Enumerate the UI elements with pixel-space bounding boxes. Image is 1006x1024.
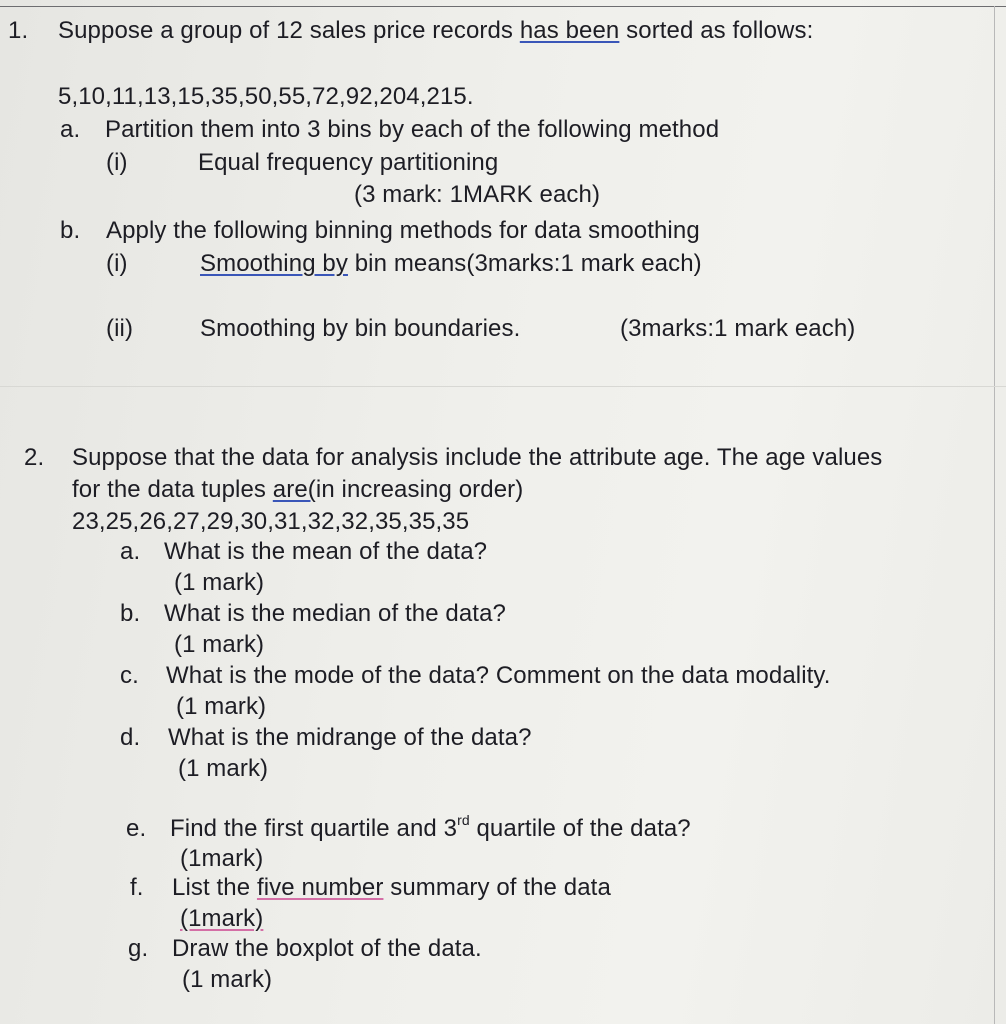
q1-b-text: Apply the following binning methods for data smoothing [106,217,700,244]
q2-stem-line1: Suppose that the data for analysis include the attribute age. The age values [72,444,883,471]
q2-a-text: What is the mean of the data? [164,538,488,565]
q1-b-i-underlined: Smoothing by [200,250,348,277]
q2-f-text-before: List the [172,874,257,901]
q2-e-text-after: quartile of the data? [469,815,691,842]
q1-a-marks: (3 mark: 1MARK each) [354,181,601,208]
q2-stem-line2 [72,475,523,505]
q2-c-text: What is the mode of the data? Comment on the data modality. [166,662,831,689]
q2-f-marks [180,904,263,934]
q1-a-i-num: (i) [106,149,128,176]
q1-stem-after: sorted as follows: [619,17,814,44]
q1-stem-underlined: has been [519,17,620,44]
section-divider [0,386,1006,387]
q1-b-i-text [200,249,702,279]
q2-stem-line2-before: for the data tuples [72,476,273,503]
q2-e-letter: e. [126,815,147,842]
q2-g-marks: (1 mark) [182,966,273,993]
q2-a-letter: a. [120,538,141,565]
q2-c-letter: c. [120,662,139,689]
q2-e-superscript: rd [457,812,470,828]
q2-d-letter: d. [120,724,141,751]
q2-c-marks: (1 mark) [176,693,267,720]
q2-b-text: What is the median of the data? [164,600,506,627]
right-margin-line [994,6,995,1024]
q2-b-letter: b. [120,600,141,627]
q2-f-letter: f. [130,874,144,901]
q1-a-text: Partition them into 3 bins by each of the following method [105,116,720,143]
q2-f-marks-text: (1mark) [180,905,264,932]
q2-stem-line2-underlined: are( [272,476,316,503]
top-border-line [0,6,1006,7]
q1-stem [58,16,813,46]
q2-stem-line2-after: in increasing order) [315,476,524,503]
q2-b-marks: (1 mark) [174,631,265,658]
q1-a-letter: a. [60,116,81,143]
q2-e-marks: (1mark) [180,845,264,872]
q2-f-text-after: summary of the data [383,874,611,901]
q2-g-letter: g. [128,935,149,962]
q1-b-i-rest: bin means(3marks:1 mark each) [347,250,702,277]
q1-stem-before: Suppose a group of 12 sales price records [58,17,520,44]
q1-a-i-text: Equal frequency partitioning [198,149,499,176]
q2-d-text: What is the midrange of the data? [168,724,532,751]
q1-data: 5,10,11,13,15,35,50,55,72,92,204,215. [58,83,474,110]
q1-b-ii-text: Smoothing by bin boundaries. [200,315,521,342]
q2-f-text-underlined: five number [256,874,384,901]
q2-f-text [172,873,611,903]
q2-e-text-before: Find the first quartile and 3 [170,815,458,842]
q1-b-ii-marks: (3marks:1 mark each) [620,315,856,342]
q2-number: 2. [24,444,45,471]
q2-data: 23,25,26,27,29,30,31,32,32,35,35,35 [72,508,470,535]
q2-g-text: Draw the boxplot of the data. [172,935,482,962]
q2-d-marks: (1 mark) [178,755,269,782]
q1-b-i-num: (i) [106,250,128,277]
q1-b-letter: b. [60,217,81,244]
q1-number: 1. [8,17,29,44]
q2-a-marks: (1 mark) [174,569,265,596]
q1-b-ii-num: (ii) [106,315,134,342]
q2-e-text [170,814,691,844]
